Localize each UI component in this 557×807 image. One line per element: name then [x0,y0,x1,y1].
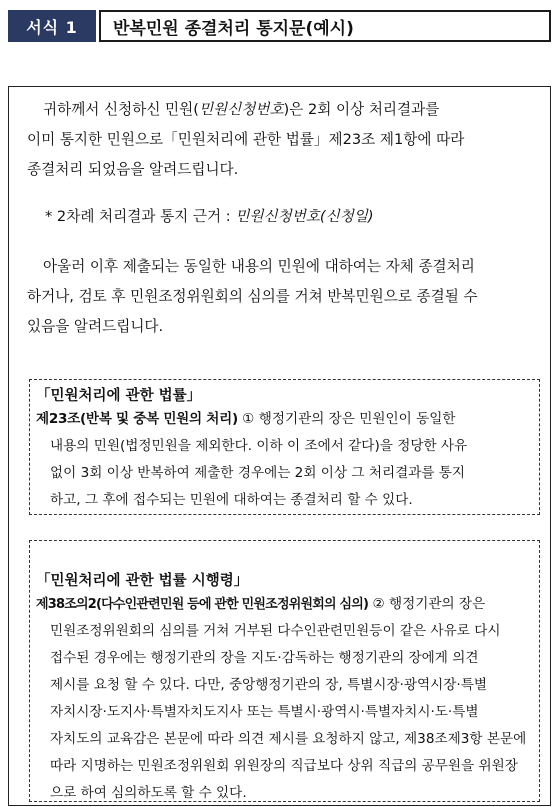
p3-line-3: 있음을 알려드립니다. [27,318,164,335]
p3-line-1: 아울러 이후 제출되는 동일한 내용의 민원에 대하여는 자체 종결처리 [43,258,475,275]
notice-frame [8,86,551,806]
form-header [8,10,551,42]
petition-number-placeholder: 민원신청번호 [198,101,284,118]
law-excerpt-box-2 [29,540,540,802]
p3-line-2: 하거나, 검토 후 민원조정위원회의 심의를 거쳐 반복민원으로 종결될 수 [27,288,478,305]
law-heading: 「민원처리에 관한 법률 시행령」 [36,573,249,589]
law-excerpt-box-1 [29,379,540,515]
notice-paragraph-3 [27,252,552,342]
article-title: 제38조의2(다수인관련민원 등에 관한 민원조정위원회의 심의) [36,597,369,612]
notice-paragraph-1 [27,95,552,185]
article-title: 제23조(반복 및 중복 민원의 처리) [36,411,238,427]
form-title: 반복민원 종결처리 통지문(예시) [99,10,551,42]
notice-basis-note: * 2차례 처리결과 통지 근거 : 민원신청번호(신청일) [45,208,374,225]
p1-line-3: 종결처리 되었음을 알려드립니다. [27,161,239,178]
form-number-badge: 서식 1 [8,10,96,42]
p1-line-2: 이미 통지한 민원으로「민원처리에 관한 법률」제23조 제1항에 따라 [27,131,465,148]
law-body: 제23조(반복 및 중복 민원의 처리) ① 행정기관의 장은 민원인이 동일한 내용의 민원(법정민원을 제외한다. 이하 이 조에서 같다)을 정당한 사유 없이 3회 이상 반복하여 제출한 경우에는 2회 이상 그 처리결과를 통지 하고, 그 후에 접수되는 민원에 대하여는 종결처리 할 수 있다. [36,411,468,508]
law-heading: 「민원처리에 관한 법률」 [36,388,202,404]
petition-number-date-placeholder: 민원신청번호(신청일) [235,208,374,225]
law-body: 제38조의2(다수인관련민원 등에 관한 민원조정위원회의 심의) ② 행정기관의 장은 민원조정위원회의 심의를 거쳐 거부된 다수인관련민원등이 같은 사유로 다시 접수된 경우에는 행정기관의 장을 지도·감독하는 행정기관의 장에게 의견 제시를 요청 할 수 있다. 다만, 중앙행정기관의 장, 특별시장·광역시장·특별 자치시장·도지사·특별자치도지사 또는 특별시·광역시·특별자치시·도·특별 자치도의 교육감은 본문에 따라 의견 제시를 요청하지 않고, 제38조제3항 본문에 따라 지명하는 민원조정위원회 위원장의 직급보다 상위 직급의 공무원을 위원장 으로 하여 심의하도록 할 수 있다. [36,596,527,801]
p1-line-1: 귀하께서 신청하신 민원(민원신청번호)은 2회 이상 처리결과를 [43,101,440,118]
